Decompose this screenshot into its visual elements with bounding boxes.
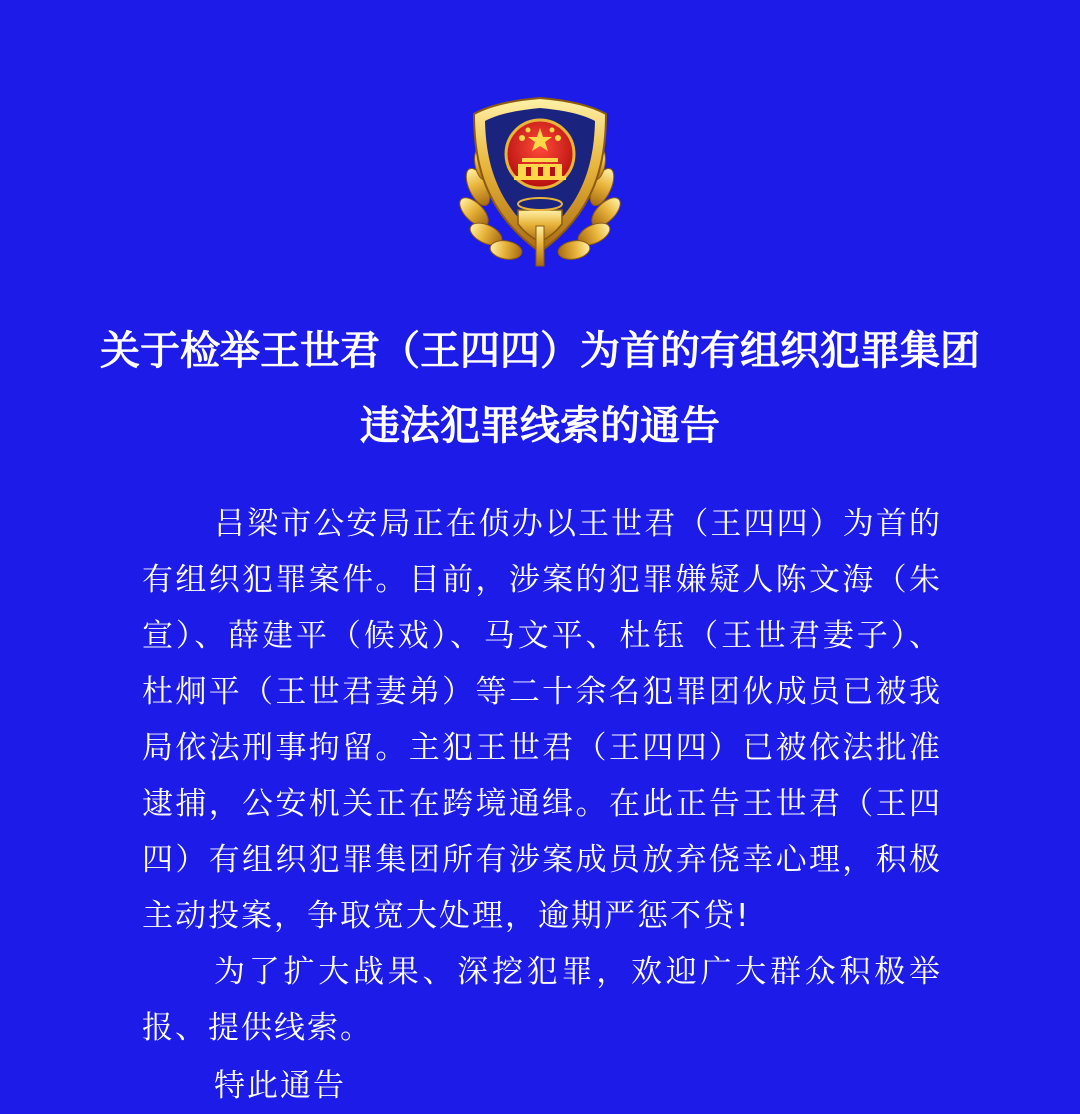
- notice-title-line-2: 违法犯罪线索的通告: [360, 402, 720, 449]
- notice-paragraph: 吕梁市公安局正在侦办以王世君（王四四）为首的有组织犯罪案件。目前，涉案的犯罪嫌疑人陈文海（朱宣）、薛建平（候戏）、马文平、杜钰（王世君妻子）、杜炯平（王世君妻弟）等二十余名犯罪团伙成员已被我局依法刑事拘留。主犯王世君（王四四）已被依法批准逮捕，公安机关正在跨境通缉。在此正告王世君（王四四）有组织犯罪集团所有涉案成员放弃侥幸心理，积极主动投案，争取宽大处理，逾期严惩不贷!: [142, 506, 942, 934]
- notice-closing: 特此通告: [214, 1068, 346, 1104]
- notice-paragraph: 为了扩大战果、深挖犯罪，欢迎广大群众积极举报、提供线索。: [142, 954, 942, 1046]
- police-emblem-icon: [452, 92, 628, 270]
- notice-title-line-1: 关于检举王世君（王四四）为首的有组织犯罪集团: [100, 327, 980, 374]
- notice-body: [142, 496, 942, 1056]
